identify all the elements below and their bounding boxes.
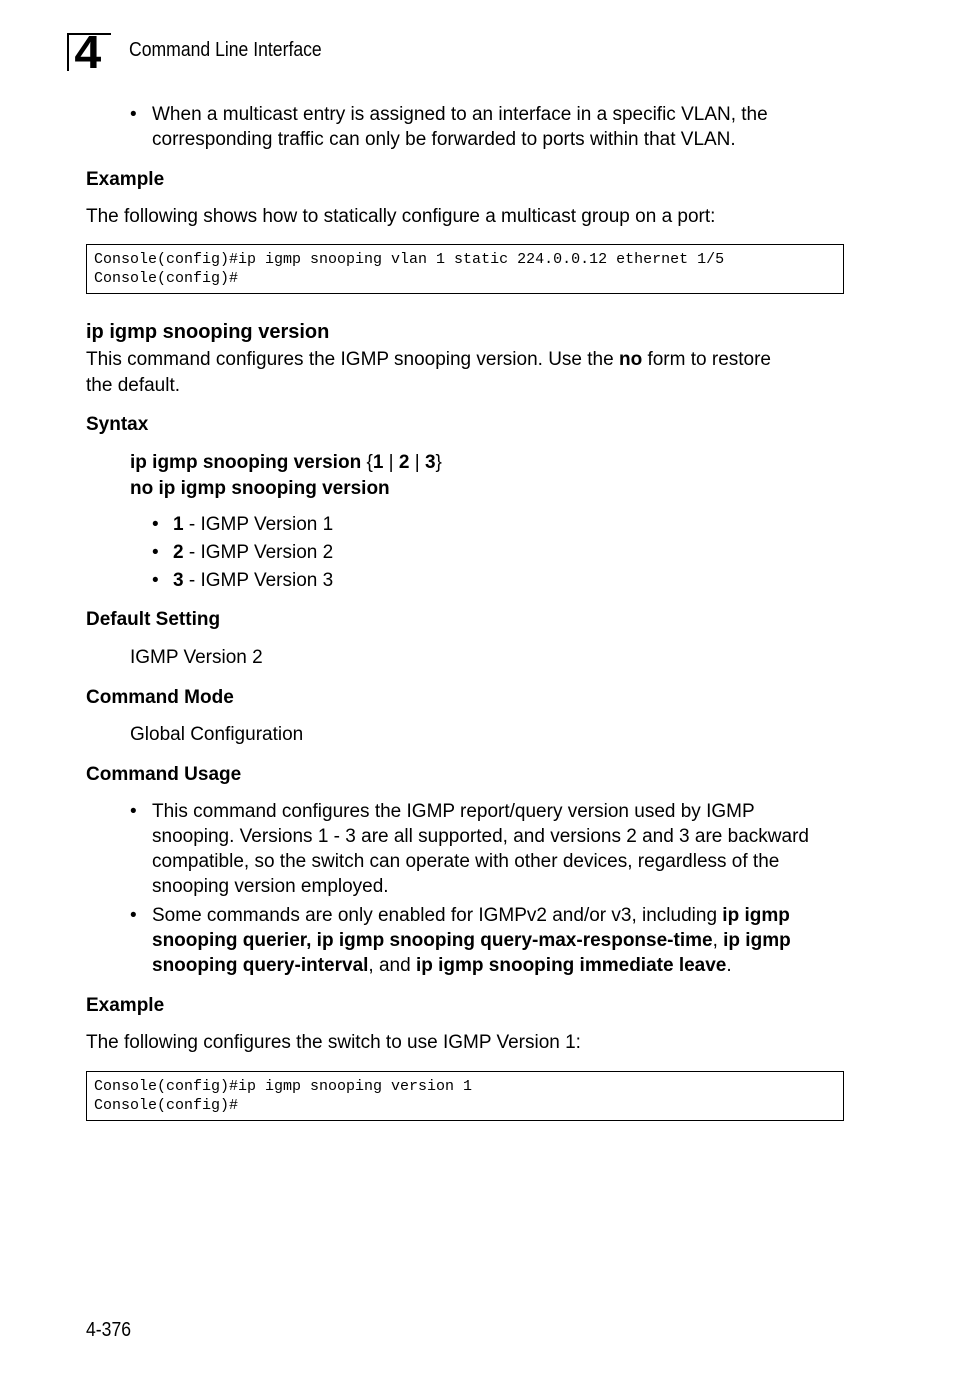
chapter-number: 4 (74, 26, 102, 78)
syntax-brace: { (366, 452, 373, 473)
command-usage-heading: Command Usage (86, 764, 242, 785)
example2-heading: Example (86, 995, 165, 1016)
code-line: Console(config)#ip igmp snooping version 1 (94, 1078, 473, 1095)
syntax-separator: | (409, 452, 425, 473)
syntax-separator: | (383, 452, 399, 473)
page-number: 4-376 (86, 1319, 132, 1341)
text-line (152, 903, 791, 928)
syntax-no-cmd: no ip igmp snooping version (130, 478, 390, 499)
text-line: This command configures the IGMP report/query version used by IGMP (152, 801, 755, 822)
example1-heading: Example (86, 169, 165, 190)
bullet-icon: • (130, 104, 137, 125)
desc-bold: no (618, 349, 643, 370)
command-description (86, 347, 771, 372)
desc-text: form to restore (642, 349, 772, 370)
usage-bullet-text (152, 799, 809, 899)
example2-text: The following configures the switch to use IGMP Version 1: (86, 1032, 581, 1053)
syntax-value: 2 (398, 452, 410, 473)
bullet-icon: • (152, 570, 159, 591)
text-span: , and (368, 955, 416, 976)
example1-text: The following shows how to statically configure a multicast group on a port: (86, 206, 716, 227)
chapter-badge (67, 26, 111, 78)
text-line: compatible, so the switch can operate with other devices, regardless of the (152, 851, 780, 872)
bullet-icon: • (130, 801, 137, 822)
text-span: Some commands are only enabled for IGMPv2 and/or v3, including (152, 905, 723, 926)
example1-code-block (86, 244, 844, 294)
syntax-brace: } (435, 452, 442, 473)
bold-span: ip igmp snooping immediate leave (415, 955, 727, 976)
text-line: snooping version employed. (152, 876, 389, 897)
default-setting-heading: Default Setting (86, 609, 221, 630)
bullet-icon: • (130, 905, 137, 926)
bold-span: snooping querier, ip igmp snooping query-max-response-time (152, 930, 713, 951)
option-key: 3 (173, 570, 184, 591)
syntax-heading: Syntax (86, 414, 149, 435)
bold-span: ip igmp (722, 905, 790, 926)
text-span: . (726, 955, 732, 976)
text-span: , (712, 930, 724, 951)
header-title: Command Line Interface (129, 39, 322, 61)
option-text (173, 540, 333, 565)
option-desc: - IGMP Version 2 (183, 542, 334, 563)
command-description-line2: the default. (86, 375, 181, 396)
syntax-line2 (130, 476, 390, 501)
option-key: 2 (173, 542, 184, 563)
option-text (173, 512, 333, 537)
text-line (152, 928, 791, 953)
syntax-cmd: ip igmp snooping version (130, 452, 367, 473)
intro-bullet-text: When a multicast entry is assigned to an interface in a specific VLAN, the corresponding traffic can only be forwarded to ports within that VLAN. (152, 104, 768, 150)
desc-text: This command configures the IGMP snooping version. Use the (86, 349, 619, 370)
command-title: ip igmp snooping version (86, 321, 330, 343)
code-line: Console(config)# (94, 270, 239, 287)
option-text (173, 568, 333, 593)
command-mode-value: Global Configuration (130, 724, 304, 745)
syntax-line1 (130, 450, 442, 475)
default-setting-value: IGMP Version 2 (130, 647, 263, 668)
text-line (152, 953, 791, 978)
option-key: 1 (173, 514, 184, 535)
example2-code-block (86, 1071, 844, 1121)
option-desc: - IGMP Version 3 (183, 570, 334, 591)
bullet-icon: • (152, 542, 159, 563)
option-desc: - IGMP Version 1 (183, 514, 334, 535)
bullet-icon: • (152, 514, 159, 535)
usage-bullet-text (152, 903, 791, 978)
text-line: snooping. Versions 1 - 3 are all supported, and versions 2 and 3 are backward (152, 826, 809, 847)
command-mode-heading: Command Mode (86, 687, 234, 708)
syntax-value: 1 (372, 452, 384, 473)
syntax-value: 3 (424, 452, 436, 473)
bold-span: ip igmp (723, 930, 791, 951)
code-line: Console(config)#ip igmp snooping vlan 1 static 224.0.0.12 ethernet 1/5 (94, 251, 725, 268)
code-line: Console(config)# (94, 1097, 239, 1114)
bold-span: snooping query-interval (152, 955, 369, 976)
